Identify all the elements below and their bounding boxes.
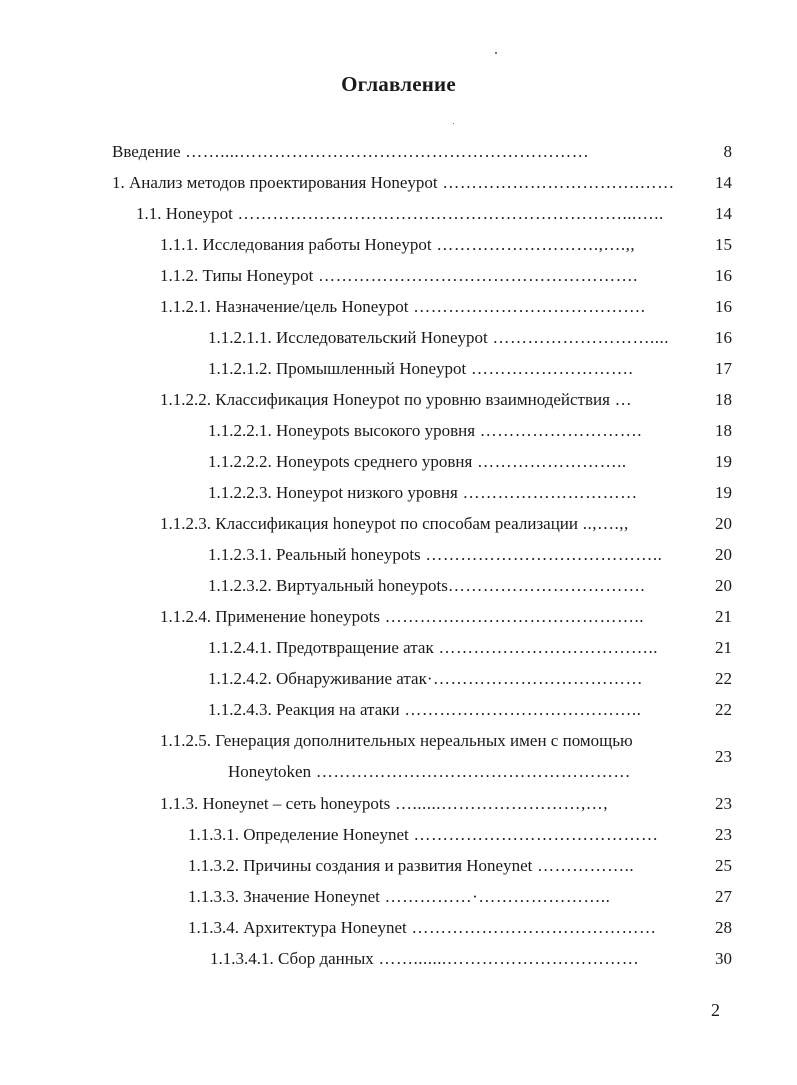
toc-entry-page: 22 [715,700,732,719]
toc-entry-title: 1.1.2.1. Назначение/цель Honeypot [160,297,409,316]
leader-dots: ·……………………………… [426,669,644,688]
toc-entry[interactable] [0,353,797,384]
toc-entry-title: 1.1.3.3. Значение Honeynet [188,887,380,906]
toc-entry-title: 1.1.2.3.1. Реальный honeypots [208,545,421,564]
toc-entry-page: 18 [715,390,732,409]
leader-dots: …………………………………. [408,297,646,316]
leader-dots: …….......…………………………… [373,949,640,968]
toc-entry-page: 8 [723,142,732,161]
leader-dots: ……....…………………………………………………… [180,142,590,161]
toc-entry-page: 22 [715,669,732,688]
toc-entry-page: 20 [715,545,732,564]
toc-entry[interactable] [0,632,797,663]
toc-entry-title: 1.1.3. Honeynet – сеть honeypots [160,794,391,813]
toc-entry-title: 1.1.1. Исследования работы Honeypot [160,235,432,254]
toc-entry-page: 15 [715,235,732,254]
leader-dots: …………………….. [472,452,627,471]
toc-entry-title: 1.1. Honeypot [136,204,233,223]
toc-entry-page: 16 [715,328,732,347]
toc-entry-page: 21 [715,638,732,657]
toc-entry-title: 1.1.2.5. Генерация дополнительных нереальных имен с помощью [160,731,633,750]
leader-dots: ……………………….... [487,328,669,347]
leader-dots: ……………………….,….,, [431,235,636,254]
toc-entry-page: 20 [715,576,732,595]
toc-entry-page: 25 [715,856,732,875]
toc-entry[interactable] [0,322,797,353]
toc-entry-page: 14 [715,204,732,223]
toc-entry[interactable] [0,446,797,477]
leader-dots: …………………………….…… [437,173,675,192]
toc-entry[interactable] [0,788,797,819]
toc-entry[interactable] [0,167,797,198]
toc-entry-title: 1.1.3.2. Причины создания и развития Honeynet [188,856,533,875]
leader-dots: …………………………………… [406,918,657,937]
toc-entry-page: 19 [715,452,732,471]
toc-entry-page: 16 [715,266,732,285]
toc-entry[interactable] [0,694,797,725]
toc-entry-title: 1. Анализ методов проектирования Honeypot [112,173,438,192]
toc-entry[interactable] [0,136,797,167]
toc-entry[interactable] [0,850,797,881]
toc-entry-page: 23 [715,825,732,844]
toc-entry[interactable] [0,943,797,974]
leader-dots: ………….………………………….. [379,607,644,626]
toc-entry-title: Введение [112,142,181,161]
toc-entry-page: 20 [715,514,732,533]
toc-entry-title: 1.1.3.1. Определение Honeynet [188,825,409,844]
leader-dots: …………………………………… [408,825,659,844]
leader-dots: ………………………………….. [420,545,663,564]
leader-dots: ………………………… [457,483,638,502]
toc-entry-page: 19 [715,483,732,502]
leader-dots: …………….. [532,856,635,875]
page-number: 2 [711,1000,720,1020]
toc-entry[interactable] [0,601,797,632]
toc-entry-title: 1.1.2. Типы Honeypot [160,266,314,285]
toc-entry-title: 1.1.3.4.1. Сбор данных [210,949,374,968]
toc-entry-page: 28 [715,918,732,937]
toc-entry[interactable] [0,912,797,943]
leader-dots: ……………·………………….. [379,887,611,906]
leader-dots: ……………………………. [447,576,646,595]
toc-entry-page: 16 [715,297,732,316]
leader-dots: ..,….,, [578,514,629,533]
toc-entry[interactable] [0,477,797,508]
toc-entry[interactable] [0,881,797,912]
toc-entry-page: 18 [715,421,732,440]
leader-dots: ………………………. [475,421,643,440]
leader-dots: …………………………………………………………...….. [232,204,664,223]
leader-dots: ………………………. [466,359,634,378]
toc-entry-page: 27 [715,887,732,906]
toc-entry-page: 14 [715,173,732,192]
toc-entry-page: 23 [715,794,732,813]
toc-entry-title: 1.1.2.2.3. Honeypot низкого уровня [208,483,458,502]
toc-entry-title: 1.1.2.2.2. Honeypots среднего уровня [208,452,473,471]
toc-entry-title: 1.1.2.1.2. Промышленный Honeypot [208,359,467,378]
toc-entry-title: 1.1.2.3. Классификация honeypot по способам реализации [160,514,578,533]
toc-entry-title: 1.1.3.4. Архитектура Honeynet [188,918,407,937]
scan-artifact-dot [453,123,454,124]
toc-entry-page: 23 [715,747,732,766]
toc-entry-page: 21 [715,607,732,626]
toc-entry-title: 1.1.2.2.1. Honeypots высокого уровня [208,421,476,440]
toc-entry[interactable] [0,260,797,291]
toc-entry[interactable] [0,198,797,229]
toc-entry[interactable] [0,539,797,570]
page-title: Оглавление [341,72,456,96]
toc-entry-title: 1.1.2.2. Классификация Honeypot по уровню взаимнодействия [160,390,610,409]
leader-dots: ………………………………….. [399,700,642,719]
toc-entry-title: 1.1.2.4.1. Предотвращение атак [208,638,434,657]
toc-entry[interactable] [0,663,797,694]
toc-entry[interactable] [0,570,797,601]
toc-entry-page: 17 [715,359,732,378]
toc-entry-title: 1.1.2.4.3. Реакция на атаки [208,700,400,719]
toc-entry[interactable] [0,819,797,850]
toc-entry[interactable] [0,725,797,787]
leader-dots: … [609,390,633,409]
toc-entry-title: 1.1.2.1.1. Исследовательский Honeypot [208,328,488,347]
toc-entry-title-continuation: Honeytoken [228,762,312,781]
toc-entry[interactable] [0,508,797,539]
toc-entry[interactable] [0,415,797,446]
toc-entry-title: 1.1.2.4.2. Обнаруживание атак [208,669,427,688]
toc-entry[interactable] [0,291,797,322]
leader-dots: ……………………………………………… [311,762,631,781]
toc-entry-title: 1.1.2.4. Применение honeypots [160,607,380,626]
leader-dots: ………………………………………………. [313,266,638,285]
scan-artifact-dot [495,52,497,54]
leader-dots: ……………………………….. [433,638,658,657]
toc-entry[interactable] [0,229,797,260]
toc-entry-page: 30 [715,949,732,968]
leader-dots: …......……………………,…, [390,794,608,813]
toc-entry[interactable] [0,384,797,415]
toc-entry-title: 1.1.2.3.2. Виртуальный honeypots [208,576,448,595]
